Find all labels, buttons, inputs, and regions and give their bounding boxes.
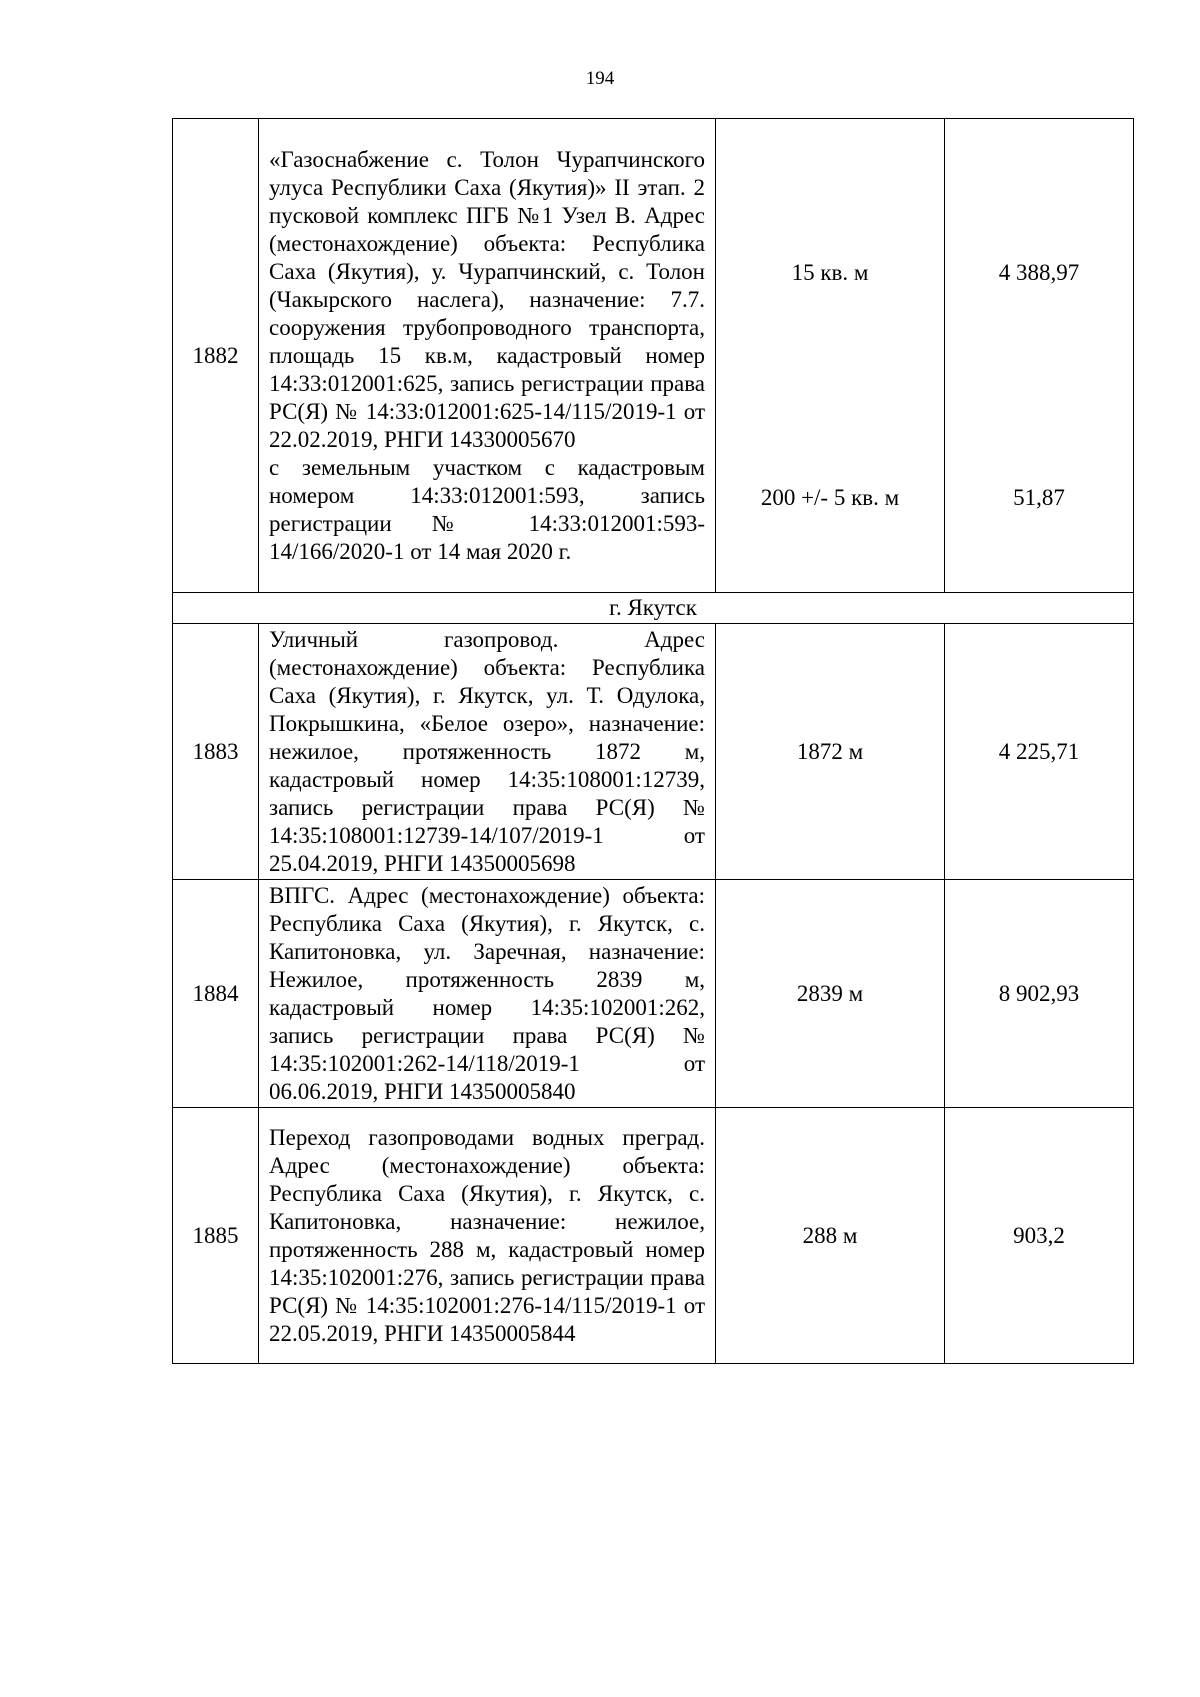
row-value: 4 225,71 [945, 624, 1134, 880]
row-area: 1872 м [716, 624, 945, 880]
row-value: 8 902,93 [945, 880, 1134, 1108]
table-row [173, 880, 1134, 1108]
object-description: Уличный газопровод. Адрес (местонахождение) объекта: Республика Саха (Якутия), г. Якутск, ул. Т. Одулока, Покрышкина, «Белое озеро», назначение: нежилое, протяженность 1872 м, кадастровый номер 14:35:108001:12739, запись регистрации права РС(Я) № 14:35:108001:12739-14/107/2019-1 от 25.04.2019, РНГИ 14350005698 [269, 626, 705, 876]
property-registry-table [172, 118, 1134, 1364]
row-description [259, 119, 716, 593]
object-value: 4 388,97 [998, 260, 1080, 285]
table-row [173, 1108, 1134, 1364]
land-plot-description: с земельным участком с кадастровым номером 14:33:012001:593, запись регистрации № 14:33:012001:593-14/166/2020-1 от 14 мая 2020 г. [269, 454, 705, 564]
object-description: ВПГС. Адрес (местонахождение) объекта: Республика Саха (Якутия), г. Якутск, с. Капитоновка, ул. Заречная, назначение: Нежилое, протяженность 2839 м, кадастровый номер 14:35:102001:262, запись регистрации права РС(Я) № 14:35:102001:262-14/118/2019-1 от 06.06.2019, РНГИ 14350005840 [269, 882, 705, 1104]
row-number: 1883 [173, 624, 259, 880]
land-plot-value: 51,87 [1013, 485, 1065, 510]
row-number: 1884 [173, 880, 259, 1108]
row-value [945, 119, 1134, 593]
row-number: 1885 [173, 1108, 259, 1364]
row-area [716, 119, 945, 593]
row-description [259, 624, 716, 880]
row-area: 2839 м [716, 880, 945, 1108]
row-description [259, 1108, 716, 1364]
table-row [173, 624, 1134, 880]
object-description: Переход газопроводами водных преград. Адрес (местонахождение) объекта: Республика Саха (Якутия), г. Якутск, с. Капитоновка, назначение: нежилое, протяженность 288 м, кадастровый номер 14:35:102001:276, запись регистрации права РС(Я) № 14:35:102001:276-14/115/2019-1 от 22.05.2019, РНГИ 14350005844 [269, 1124, 705, 1346]
row-number: 1882 [173, 119, 259, 593]
object-area: 15 кв. м [791, 260, 869, 285]
object-description: «Газоснабжение с. Толон Чурапчинского улуса Республики Саха (Якутия)» II этап. 2 пусковой комплекс ПГБ №1 Узел В. Адрес (местонахождение) объекта: Республика Саха (Якутия), у. Чурапчинский, с. Толон (Чакырского наслега), назначение: 7.7. сооружения трубопроводного транспорта, площадь 15 кв.м, кадастровый номер 14:33:012001:625, запись регистрации права РС(Я) № 14:33:012001:625-14/115/2019-1 от 22.02.2019, РНГИ 14330005670 [269, 146, 705, 452]
row-area: 288 м [716, 1108, 945, 1364]
section-row [173, 593, 1134, 624]
section-title: г. Якутск [173, 593, 1134, 624]
page-number: 194 [585, 68, 615, 89]
land-plot-area: 200 +/- 5 кв. м [760, 485, 900, 510]
row-value: 903,2 [945, 1108, 1134, 1364]
row-description [259, 880, 716, 1108]
table-row [173, 119, 1134, 593]
